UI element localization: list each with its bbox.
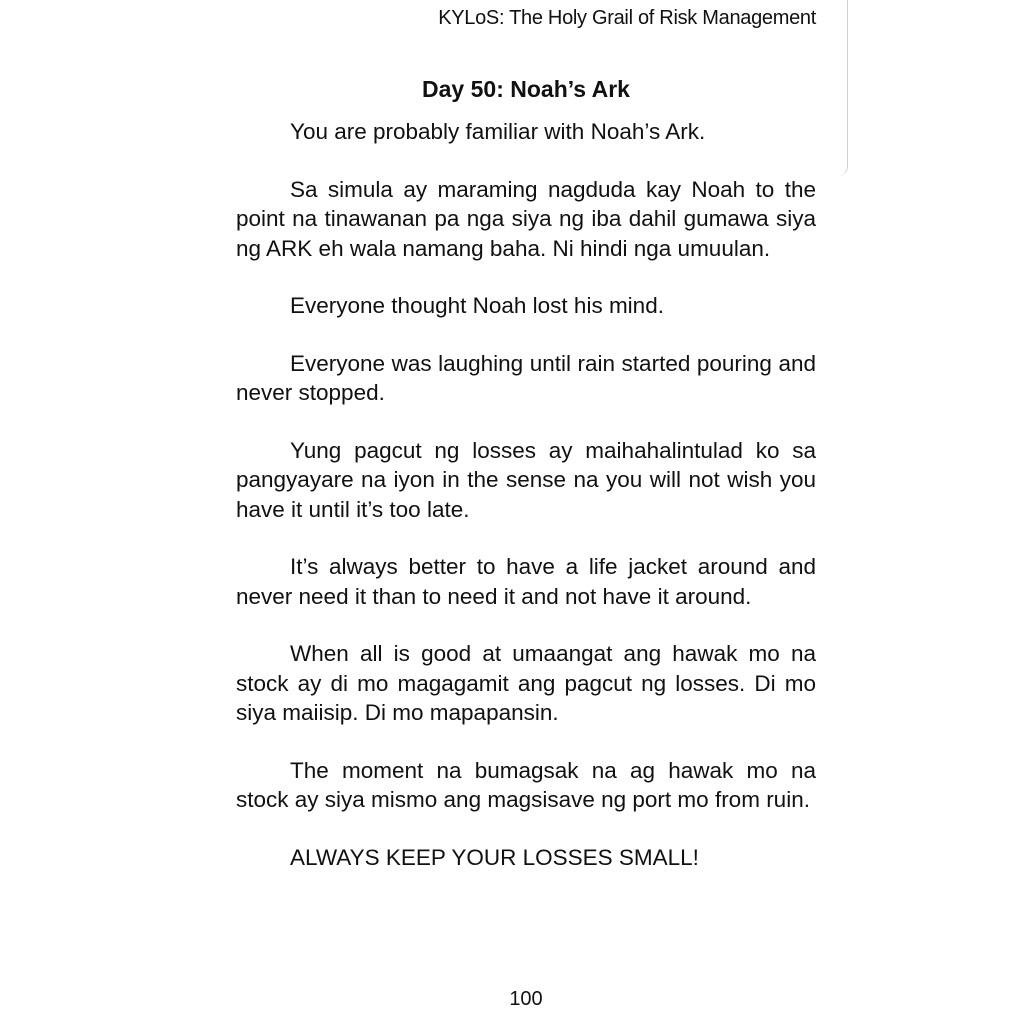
chapter-body (236, 117, 816, 872)
page-number: 100 (509, 988, 543, 1010)
paragraph: When all is good at umaangat ang hawak mo na stock ay di mo magagamit ang pagcut ng losses. Di mo siya maiisip. Di mo mapapansin. (236, 641, 816, 725)
paragraph: Everyone thought Noah lost his mind. (290, 293, 664, 318)
paragraph: The moment na bumagsak na ag hawak mo na stock ay siya mismo ang magsisave ng port mo from ruin. (236, 757, 816, 812)
paragraph: Everyone was laughing until rain started pouring and never stopped. (236, 350, 816, 405)
paragraph: You are probably familiar with Noah’s Ark. (290, 119, 706, 144)
paragraph: Sa simula ay maraming nagduda kay Noah to the point na tinawanan pa nga siya ng iba dahil gumawa siya ng ARK eh wala namang baha. Ni hindi nga umuulan. (236, 176, 816, 261)
closing-statement: ALWAYS KEEP YOUR LOSSES SMALL! (290, 844, 699, 870)
chapter-title: Day 50: Noah’s Ark (422, 76, 630, 103)
paragraph: Yung pagcut ng losses ay maihahalintulad ko sa pangyayare na iyon in the sense na you will not wish you have it until it’s too late. (236, 437, 816, 522)
running-header: KYLoS: The Holy Grail of Risk Management (438, 7, 816, 29)
paragraph: It’s always better to have a life jacket around and never need it than to need it and not have it around. (236, 554, 816, 609)
